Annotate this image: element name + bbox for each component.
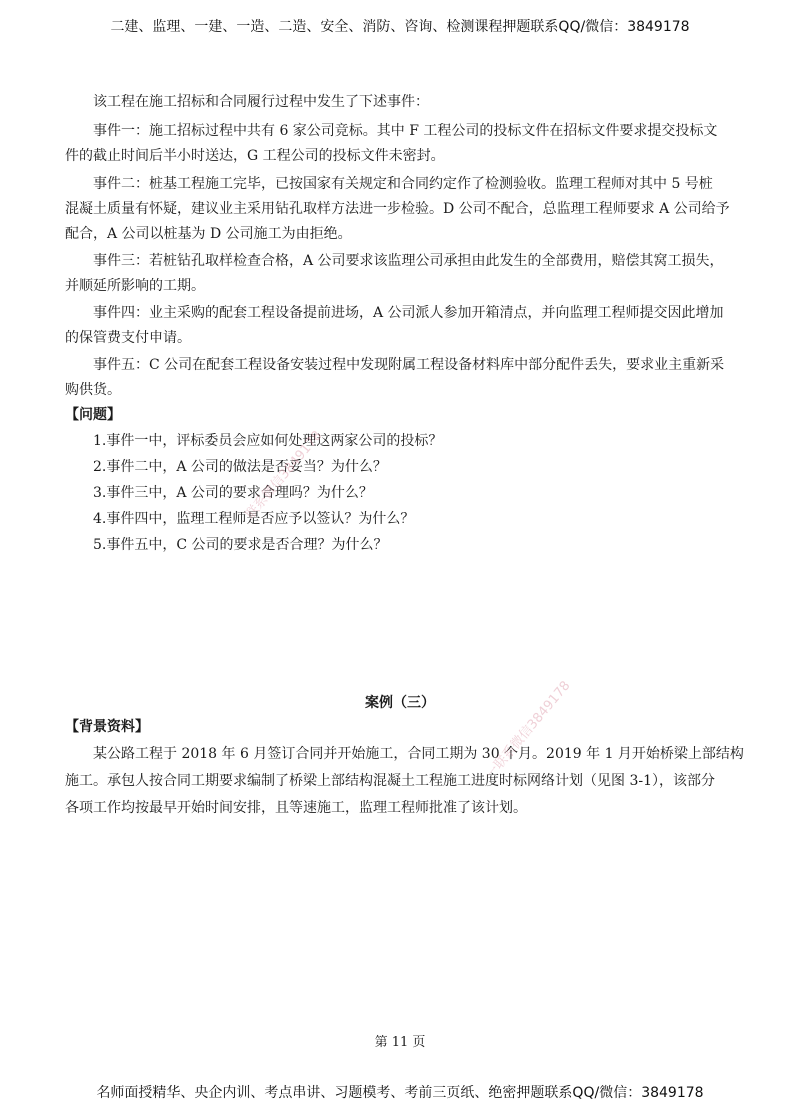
- questions-heading: 【问题】: [65, 407, 121, 423]
- watermark-1: 联系微信3849178: [243, 428, 326, 523]
- background-heading: 【背景资料】: [65, 719, 149, 735]
- event5-line1: 事件五：C 公司在配套工程设备安装过程中发现附属工程设备材料库中部分配件丢失，要求业主重新采: [93, 357, 725, 373]
- event1-line2: 件的截止时间后半小时送达，G 工程公司的投标文件未密封。: [65, 148, 445, 164]
- intro-text: 该工程在施工招标和合同履行过程中发生了下述事件：: [93, 94, 429, 110]
- event2-line3: 配合，A 公司以桩基为 D 公司施工为由拒绝。: [65, 226, 352, 242]
- event5-line2: 购供货。: [65, 382, 121, 398]
- question-3: 3.事件三中，A 公司的要求合理吗？为什么？: [93, 485, 373, 501]
- event4-line2: 的保管费支付申请。: [65, 330, 191, 346]
- page-footer: 名师面授精华、央企内训、考点串讲、习题模考、考前三页纸、绝密押题联系QQ/微信：3849178: [96, 1085, 704, 1101]
- watermark-2: 一联系微信3849178: [483, 678, 574, 783]
- background-line3: 各项工作均按最早开始时间安排，且等速施工，监理工程师批准了该计划。: [65, 800, 527, 816]
- event1-line1: 事件一：施工招标过程中共有 6 家公司竞标。其中 F 工程公司的投标文件在招标文件要求提交投标文: [93, 123, 718, 139]
- background-line2: 施工。承包人按合同工期要求编制了桥梁上部结构混凝土工程施工进度时标网络计划（见图 3-1），该部分: [65, 773, 715, 789]
- case-title: 案例（三）: [365, 695, 435, 711]
- event2-line1: 事件二：桩基工程施工完毕，已按国家有关规定和合同约定作了检测验收。监理工程师对其中 5 号桩: [93, 176, 713, 192]
- question-2: 2.事件二中，A 公司的做法是否妥当？为什么？: [93, 459, 387, 475]
- background-line1: 某公路工程于 2018 年 6 月签订合同并开始施工，合同工期为 30 个月。2019 年 1 月开始桥梁上部结构: [93, 746, 744, 762]
- event3-line2: 并顺延所影响的工期。: [65, 278, 205, 294]
- question-4: 4.事件四中，监理工程师是否应予以签认？为什么？: [93, 511, 415, 527]
- question-1: 1.事件一中，评标委员会应如何处理这两家公司的投标？: [93, 433, 443, 449]
- page-number: 第 11 页: [374, 1035, 426, 1050]
- event2-line2: 混凝土质量有怀疑，建议业主采用钻孔取样方法进一步检验。D 公司不配合，总监理工程师要求 A 公司给予: [65, 201, 730, 217]
- question-5: 5.事件五中，C 公司的要求是否合理？为什么？: [93, 537, 388, 553]
- page-header: 二建、监理、一建、一造、二造、安全、消防、咨询、检测课程押题联系QQ/微信：3849178: [110, 19, 690, 35]
- event4-line1: 事件四：业主采购的配套工程设备提前进场，A 公司派人参加开箱清点，并向监理工程师提交因此增加: [93, 305, 724, 321]
- event3-line1: 事件三：若桩钻孔取样检查合格，A 公司要求该监理公司承担由此发生的全部费用，赔偿其窝工损失，: [93, 253, 724, 269]
